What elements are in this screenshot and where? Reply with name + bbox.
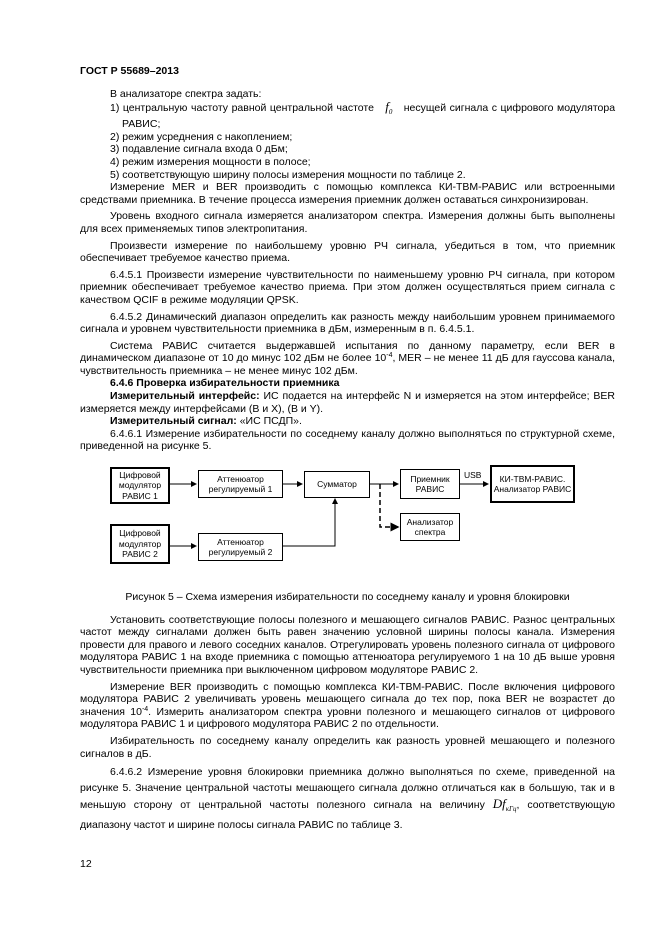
paragraph-selectivity: Избирательность по соседнему каналу определить как разность уровней мешающего и полезного сигналов в дБ. [80,734,615,760]
figure-caption: Рисунок 5 – Схема измерения избирательности по соседнему каналу и уровня блокировки [125,591,570,604]
arrow-att2-summ [283,499,335,546]
paragraph-system: Система РАВИС считается выдержавшей испытания по данному параметру, если BER в динамическом диапазоне от 10 до минус 102 дБм не более $10^{-4}$, MER – не менее 11 дБ для гауссова канала, чувствительность приемника – не менее минус 102 дБм. [80,339,615,377]
list-item-4: 4) режим измерения мощности в полосе; [110,155,311,168]
spectrum-analyzer-box: Анализатор спектра [400,513,460,541]
paragraph-max-level: Произвести измерение по наибольшему уровню РЧ сигнала, убедиться в том, что приемник обеспечивает требуемое качество приема. [80,239,615,265]
summator-box: Сумматор [304,471,370,498]
ki-tvm-analyzer-box: КИ-ТВМ-РАВИС. Анализатор РАВИС [490,465,575,503]
paragraph-6451: 6.4.5.1 Произвести измерение чувствительности по наименьшему уровню РЧ сигнала, при котором приемник обеспечивает требуемое качество приема. При этом должен осуществляться прием сигнала с качеством QCIF в режиме модуляции QPSK. [80,268,615,306]
paragraph-setup: Установить соответствующие полосы полезного и мешающего сигналов РАВИС. Разнос центральных частот между сигналами должен быть равен значению условной ширины полосы канала. Измерения провести для правого и левого соседних каналов. Отрегулировать уровень полезного сигнала от цифрового модулятора РАВИС 1 на входе приемника с помощью аттенюатора регулируемого 1 на 10 дБ выше уровня чувствительности приемника при выключенном цифровом модуляторе РАВИС 2. [80,613,615,676]
delta-f-symbol: $Df_{кГц}$ [492,796,517,814]
paragraph-mer-ber: Измерение MER и BER производить с помощью комплекса КИ-ТВМ-РАВИС или встроенными средствами приемника. В течение процесса измерения приемник должен оставаться синхронизирован. [80,181,615,206]
modulator-2-box: Цифровой модулятор РАВИС 2 [110,524,170,564]
paragraph-interface: Измерительный интерфейс: ИС подается на интерфейс N и измеряется на этом интерфейсе; BER измеряется между интерфейсами (B и X), (B и Y). [80,390,615,415]
intro-line: В анализаторе спектра задать: [110,88,262,100]
arrow-summ-sa [380,484,398,527]
list-item-2: 2) режим усреднения с накоплением; [110,130,293,143]
paragraph-signal: Измерительный сигнал: «ИС ПСДП». [110,415,302,428]
document-body [80,88,615,833]
attenuator-2-box: Аттенюатор регулируемый 2 [198,533,283,561]
section-title: 6.4.6 Проверка избирательности приемника [110,377,340,390]
f0-symbol: $f_0$ [385,98,393,116]
modulator-1-box: Цифровой модулятор РАВИС 1 [110,467,170,504]
paragraph-6461: 6.4.6.1 Измерение избирательности по соседнему каналу должно выполняться по структурной схеме, приведенной на рисунке 5. [80,427,615,453]
document-header: ГОСТ Р 55689–2013 [80,65,179,77]
paragraph-ber: Измерение BER производить с помощью комплекса КИ-ТВМ-РАВИС. После включения цифрового модулятора РАВИС 2 увеличивать уровень мешающего сигнала до тех пор, пока BER не возрастет до значения $10^{-4}$. Измерить анализатором спектра уровни полезного и мешающего сигналов от цифрового модулятора РАВИС 1 и цифрового модулятора РАВИС 2 по отдельности. [80,680,615,731]
paragraph-input-level: Уровень входного сигнала измеряется анализатором спектра. Измерения должны быть выполнены для всех применяемых типов электропитания. [80,210,615,235]
receiver-box: Приемник РАВИС [400,469,460,499]
list-item-3: 3) подавление сигнала входа 0 дБм; [110,143,288,156]
paragraph-6452: 6.4.5.2 Динамический диапазон определить как разность между наибольшим уровнем принимаемого сигнала и уровнем чувствительности приемника в дБм, измеренным в п. 6.4.5.1. [80,310,615,336]
page-number: 12 [80,858,92,870]
attenuator-1-box: Аттенюатор регулируемый 1 [198,470,283,498]
paragraph-6462: 6.4.6.2 Измерение уровня блокировки приемника должно выполняться по схеме, приведенной на рисунке 5. Значение центральной частоты мешающего сигнала должно отличаться как в большую, так и в меньшую сторону от центральной частоты полезного сигнала на величину $Df_{кГц}$, соответствующую диапазону частот и ширине полосы сигнала РАВИС по таблице 3. [80,766,616,832]
list-item-5: 5) соответствующую ширину полосы измерения мощности по таблице 2. [110,168,466,181]
list-item-1: 1) центральную частоту равной центральной частоте $f_0$ несущей сигнала с цифрового модулятора РАВИС; [110,98,616,131]
figure-5-diagram [80,463,615,588]
usb-label: USB [464,470,482,481]
